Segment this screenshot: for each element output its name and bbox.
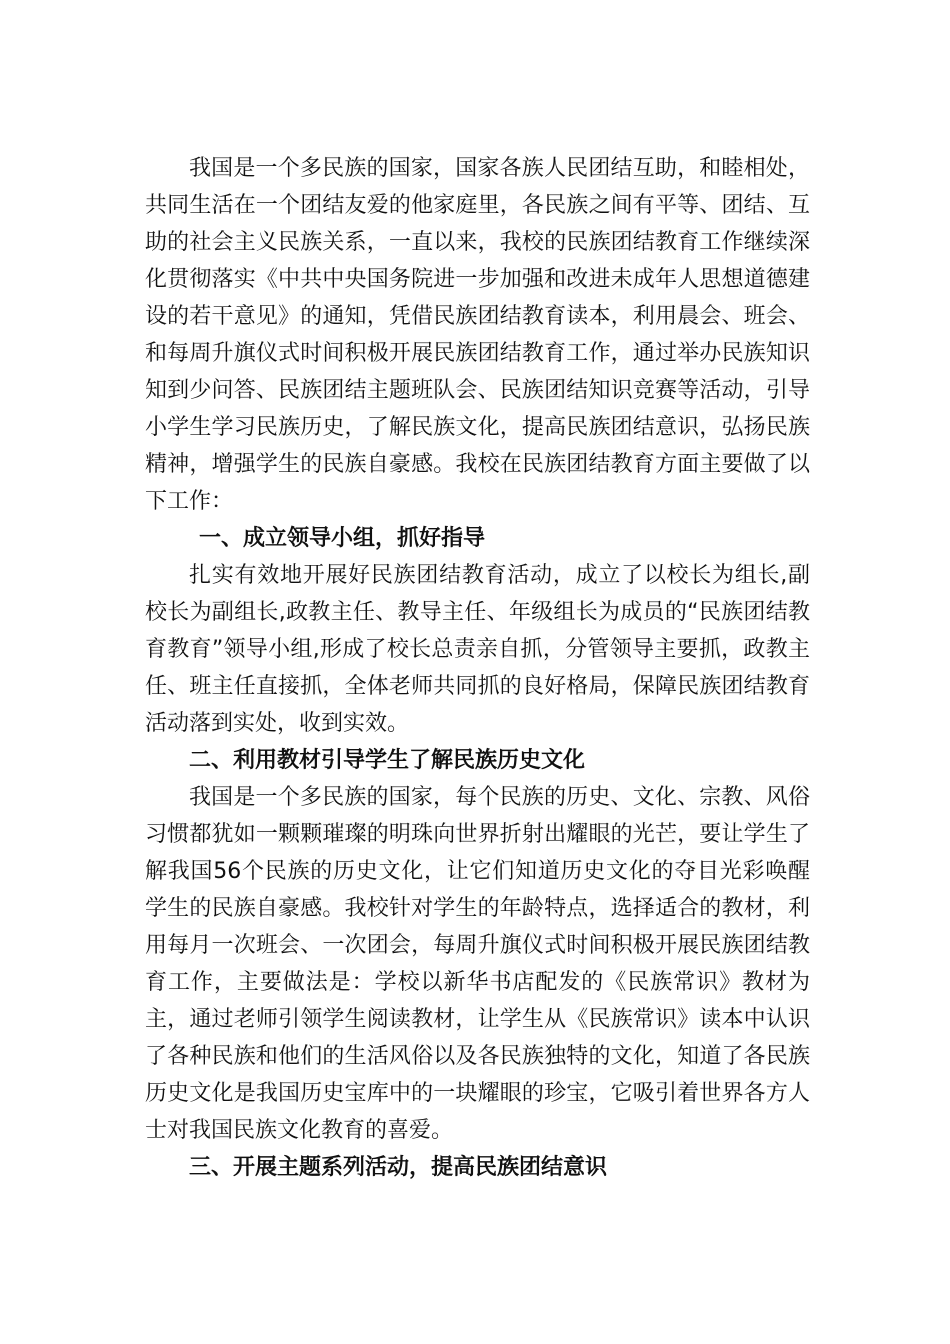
section-heading-3: 三、开展主题系列活动，提高民族团结意识 <box>189 1155 608 1180</box>
section-heading-1: 一、成立领导小组，抓好指导 <box>199 526 486 551</box>
intro-paragraph: 我国是一个多民族的国家，国家各族人民团结互助，和睦相处，共同生活在一个团结友爱的他家庭里，各民族之间有平等、团结、互助的社会主义民族关系，一直以来，我校的民族团结教育工作继续深化贯彻落实《中共中央国务院进一步加强和改进未成年人思想道德建设的若干意见》的通知，凭借民族团结教育读本，利用晨会、班会、和每周升旗仪式时间积极开展民族团结教育工作，通过举办民族知识知到少问答、民族团结主题班队会、民族团结知识竞赛等活动，引导小学生学习民族历史，了解民族文化，提高民族团结意识，弘扬民族精神，增强学生的民族自豪感。我校在民族团结教育方面主要做了以下工作： <box>145 156 810 514</box>
section-heading-2: 二、利用教材引导学生了解民族历史文化 <box>189 748 586 773</box>
section-2-paragraph: 我国是一个多民族的国家，每个民族的历史、文化、宗教、风俗习惯都犹如一颗颗璀璨的明珠向世界折射出耀眼的光芒，要让学生了解我国56个民族的历史文化，让它们知道历史文化的夺目光彩唤醒学生的民族自豪感。我校针对学生的年龄特点，选择适合的教材，利用每月一次班会、一次团会，每周升旗仪式时间积极开展民族团结教育工作，主要做法是：学校以新华书店配发的《民族常识》教材为主，通过老师引领学生阅读教材，让学生从《民族常识》读本中认识了各种民族和他们的生活风俗以及各民族独特的文化，知道了各民族历史文化是我国历史宝库中的一块耀眼的珍宝，它吸引着世界各方人士对我国民族文化教育的喜爱。 <box>145 785 810 1143</box>
document-body <box>145 150 810 1186</box>
section-1-paragraph: 扎实有效地开展好民族团结教育活动，成立了以校长为组长,副校长为副组长,政教主任、教导主任、年级组长为成员的“民族团结教育教育”领导小组,形成了校长总责亲自抓，分管领导主要抓，政教主任、班主任直接抓，全体老师共同抓的良好格局，保障民族团结教育活动落到实处，收到实效。 <box>145 563 810 736</box>
